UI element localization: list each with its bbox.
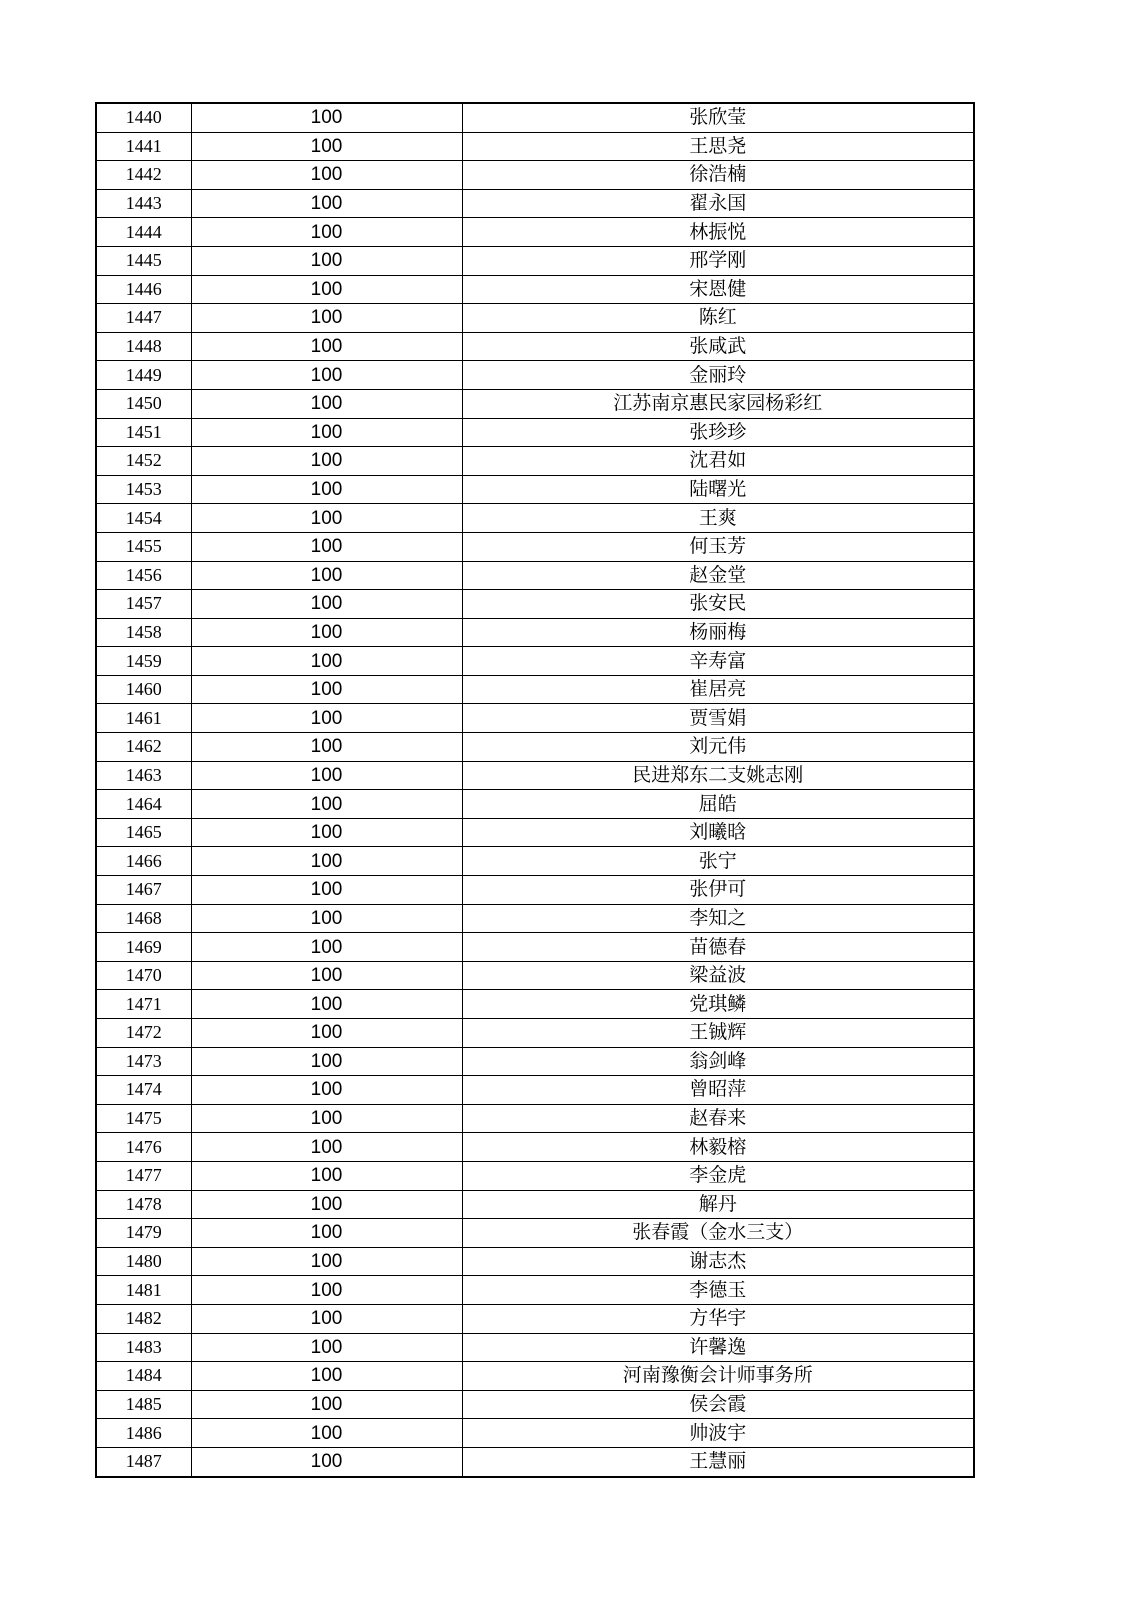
donor-name-cell: 刘曦晗 xyxy=(462,818,974,847)
table-row xyxy=(96,504,974,533)
amount-cell: 100 xyxy=(191,675,462,704)
row-number-cell: 1481 xyxy=(96,1276,191,1305)
row-number-cell: 1460 xyxy=(96,675,191,704)
donor-name-cell: 翟永国 xyxy=(462,189,974,218)
donor-name-cell: 党琪鳞 xyxy=(462,990,974,1019)
donor-name-cell: 邢学刚 xyxy=(462,246,974,275)
row-number-cell: 1466 xyxy=(96,847,191,876)
donor-name-cell: 张春霞（金水三支） xyxy=(462,1219,974,1248)
amount-cell: 100 xyxy=(191,761,462,790)
table-row xyxy=(96,389,974,418)
table-row xyxy=(96,332,974,361)
table-row xyxy=(96,904,974,933)
row-number-cell: 1443 xyxy=(96,189,191,218)
table-row xyxy=(96,847,974,876)
donor-name-cell: 崔居亮 xyxy=(462,675,974,704)
row-number-cell: 1457 xyxy=(96,590,191,619)
amount-cell: 100 xyxy=(191,1447,462,1476)
row-number-cell: 1448 xyxy=(96,332,191,361)
amount-cell: 100 xyxy=(191,532,462,561)
amount-cell: 100 xyxy=(191,1419,462,1448)
row-number-cell: 1480 xyxy=(96,1247,191,1276)
row-number-cell: 1477 xyxy=(96,1161,191,1190)
table-row xyxy=(96,1190,974,1219)
row-number-cell: 1445 xyxy=(96,246,191,275)
table-row xyxy=(96,161,974,190)
row-number-cell: 1442 xyxy=(96,161,191,190)
donor-name-cell: 梁益波 xyxy=(462,961,974,990)
donor-name-cell: 张珍珍 xyxy=(462,418,974,447)
row-number-cell: 1475 xyxy=(96,1104,191,1133)
amount-cell: 100 xyxy=(191,647,462,676)
donor-name-cell: 王思尧 xyxy=(462,132,974,161)
row-number-cell: 1453 xyxy=(96,475,191,504)
donor-name-cell: 林毅榕 xyxy=(462,1133,974,1162)
donor-name-cell: 河南豫衡会计师事务所 xyxy=(462,1362,974,1391)
amount-cell: 100 xyxy=(191,733,462,762)
row-number-cell: 1444 xyxy=(96,218,191,247)
amount-cell: 100 xyxy=(191,704,462,733)
table-row xyxy=(96,1362,974,1391)
amount-cell: 100 xyxy=(191,1304,462,1333)
amount-cell: 100 xyxy=(191,1190,462,1219)
amount-cell: 100 xyxy=(191,876,462,905)
table-row xyxy=(96,103,974,132)
amount-cell: 100 xyxy=(191,818,462,847)
table-row xyxy=(96,1247,974,1276)
row-number-cell: 1470 xyxy=(96,961,191,990)
table-row xyxy=(96,933,974,962)
donor-name-cell: 李德玉 xyxy=(462,1276,974,1305)
donor-name-cell: 帅波宇 xyxy=(462,1419,974,1448)
amount-cell: 100 xyxy=(191,1104,462,1133)
table-row xyxy=(96,1133,974,1162)
table-row xyxy=(96,790,974,819)
row-number-cell: 1468 xyxy=(96,904,191,933)
row-number-cell: 1462 xyxy=(96,733,191,762)
table-row xyxy=(96,132,974,161)
donor-name-cell: 民进郑东二支姚志刚 xyxy=(462,761,974,790)
row-number-cell: 1465 xyxy=(96,818,191,847)
amount-cell: 100 xyxy=(191,1161,462,1190)
table-row xyxy=(96,475,974,504)
table-row xyxy=(96,990,974,1019)
amount-cell: 100 xyxy=(191,418,462,447)
row-number-cell: 1473 xyxy=(96,1047,191,1076)
amount-cell: 100 xyxy=(191,161,462,190)
amount-cell: 100 xyxy=(191,1133,462,1162)
table-row xyxy=(96,733,974,762)
donation-table xyxy=(95,102,975,1478)
amount-cell: 100 xyxy=(191,103,462,132)
table-row xyxy=(96,1419,974,1448)
donor-name-cell: 翁剑峰 xyxy=(462,1047,974,1076)
row-number-cell: 1474 xyxy=(96,1076,191,1105)
donor-name-cell: 王爽 xyxy=(462,504,974,533)
donor-name-cell: 林振悦 xyxy=(462,218,974,247)
amount-cell: 100 xyxy=(191,504,462,533)
table-row xyxy=(96,961,974,990)
amount-cell: 100 xyxy=(191,1390,462,1419)
donor-name-cell: 李知之 xyxy=(462,904,974,933)
table-row xyxy=(96,1047,974,1076)
row-number-cell: 1484 xyxy=(96,1362,191,1391)
row-number-cell: 1455 xyxy=(96,532,191,561)
donor-name-cell: 解丹 xyxy=(462,1190,974,1219)
donor-name-cell: 赵春来 xyxy=(462,1104,974,1133)
row-number-cell: 1467 xyxy=(96,876,191,905)
donor-name-cell: 李金虎 xyxy=(462,1161,974,1190)
amount-cell: 100 xyxy=(191,1247,462,1276)
donor-name-cell: 谢志杰 xyxy=(462,1247,974,1276)
row-number-cell: 1447 xyxy=(96,304,191,333)
amount-cell: 100 xyxy=(191,1219,462,1248)
row-number-cell: 1485 xyxy=(96,1390,191,1419)
amount-cell: 100 xyxy=(191,961,462,990)
amount-cell: 100 xyxy=(191,132,462,161)
table-row xyxy=(96,218,974,247)
table-row xyxy=(96,418,974,447)
amount-cell: 100 xyxy=(191,1076,462,1105)
table-row xyxy=(96,246,974,275)
table-body xyxy=(96,103,974,1477)
amount-cell: 100 xyxy=(191,790,462,819)
amount-cell: 100 xyxy=(191,1362,462,1391)
amount-cell: 100 xyxy=(191,618,462,647)
donor-name-cell: 何玉芳 xyxy=(462,532,974,561)
donor-name-cell: 王慧丽 xyxy=(462,1447,974,1476)
amount-cell: 100 xyxy=(191,1276,462,1305)
donor-name-cell: 侯会霞 xyxy=(462,1390,974,1419)
table-row xyxy=(96,818,974,847)
amount-cell: 100 xyxy=(191,447,462,476)
row-number-cell: 1483 xyxy=(96,1333,191,1362)
table-row xyxy=(96,761,974,790)
row-number-cell: 1446 xyxy=(96,275,191,304)
amount-cell: 100 xyxy=(191,847,462,876)
row-number-cell: 1452 xyxy=(96,447,191,476)
donor-name-cell: 江苏南京惠民家园杨彩红 xyxy=(462,389,974,418)
row-number-cell: 1461 xyxy=(96,704,191,733)
amount-cell: 100 xyxy=(191,561,462,590)
donor-name-cell: 徐浩楠 xyxy=(462,161,974,190)
table-row xyxy=(96,189,974,218)
amount-cell: 100 xyxy=(191,933,462,962)
donor-name-cell: 张咸武 xyxy=(462,332,974,361)
amount-cell: 100 xyxy=(191,218,462,247)
donor-name-cell: 张安民 xyxy=(462,590,974,619)
row-number-cell: 1487 xyxy=(96,1447,191,1476)
donor-name-cell: 苗德春 xyxy=(462,933,974,962)
row-number-cell: 1454 xyxy=(96,504,191,533)
table-row xyxy=(96,876,974,905)
amount-cell: 100 xyxy=(191,332,462,361)
donor-name-cell: 张欣莹 xyxy=(462,103,974,132)
donor-name-cell: 陆曙光 xyxy=(462,475,974,504)
row-number-cell: 1463 xyxy=(96,761,191,790)
amount-cell: 100 xyxy=(191,304,462,333)
table-row xyxy=(96,1447,974,1476)
donor-name-cell: 陈红 xyxy=(462,304,974,333)
amount-cell: 100 xyxy=(191,475,462,504)
row-number-cell: 1469 xyxy=(96,933,191,962)
table-row xyxy=(96,275,974,304)
donor-name-cell: 屈皓 xyxy=(462,790,974,819)
row-number-cell: 1459 xyxy=(96,647,191,676)
amount-cell: 100 xyxy=(191,590,462,619)
row-number-cell: 1471 xyxy=(96,990,191,1019)
donor-name-cell: 许馨逸 xyxy=(462,1333,974,1362)
donor-name-cell: 方华宇 xyxy=(462,1304,974,1333)
row-number-cell: 1478 xyxy=(96,1190,191,1219)
row-number-cell: 1458 xyxy=(96,618,191,647)
table-row xyxy=(96,1276,974,1305)
table-row xyxy=(96,1161,974,1190)
table-row xyxy=(96,1019,974,1048)
table-row xyxy=(96,590,974,619)
amount-cell: 100 xyxy=(191,904,462,933)
table-row xyxy=(96,1304,974,1333)
amount-cell: 100 xyxy=(191,1019,462,1048)
amount-cell: 100 xyxy=(191,1047,462,1076)
table-row xyxy=(96,304,974,333)
donor-name-cell: 杨丽梅 xyxy=(462,618,974,647)
table-row xyxy=(96,675,974,704)
donor-name-cell: 张伊可 xyxy=(462,876,974,905)
donor-name-cell: 沈君如 xyxy=(462,447,974,476)
row-number-cell: 1486 xyxy=(96,1419,191,1448)
row-number-cell: 1479 xyxy=(96,1219,191,1248)
row-number-cell: 1464 xyxy=(96,790,191,819)
row-number-cell: 1449 xyxy=(96,361,191,390)
row-number-cell: 1476 xyxy=(96,1133,191,1162)
row-number-cell: 1441 xyxy=(96,132,191,161)
amount-cell: 100 xyxy=(191,275,462,304)
amount-cell: 100 xyxy=(191,246,462,275)
row-number-cell: 1472 xyxy=(96,1019,191,1048)
donor-name-cell: 张宁 xyxy=(462,847,974,876)
donor-name-cell: 辛寿富 xyxy=(462,647,974,676)
donor-name-cell: 刘元伟 xyxy=(462,733,974,762)
row-number-cell: 1482 xyxy=(96,1304,191,1333)
table-row xyxy=(96,1076,974,1105)
table-row xyxy=(96,1390,974,1419)
table-row xyxy=(96,447,974,476)
amount-cell: 100 xyxy=(191,990,462,1019)
amount-cell: 100 xyxy=(191,189,462,218)
donor-name-cell: 王铖辉 xyxy=(462,1019,974,1048)
donor-name-cell: 贾雪娟 xyxy=(462,704,974,733)
amount-cell: 100 xyxy=(191,1333,462,1362)
table-row xyxy=(96,647,974,676)
donor-name-cell: 曾昭萍 xyxy=(462,1076,974,1105)
table-row xyxy=(96,618,974,647)
row-number-cell: 1450 xyxy=(96,389,191,418)
row-number-cell: 1451 xyxy=(96,418,191,447)
donor-name-cell: 赵金堂 xyxy=(462,561,974,590)
table-row xyxy=(96,1104,974,1133)
row-number-cell: 1456 xyxy=(96,561,191,590)
donor-name-cell: 金丽玲 xyxy=(462,361,974,390)
row-number-cell: 1440 xyxy=(96,103,191,132)
table-row xyxy=(96,532,974,561)
table-row xyxy=(96,561,974,590)
table-row xyxy=(96,704,974,733)
donor-name-cell: 宋恩健 xyxy=(462,275,974,304)
amount-cell: 100 xyxy=(191,361,462,390)
table-row xyxy=(96,1333,974,1362)
table-row xyxy=(96,1219,974,1248)
table-row xyxy=(96,361,974,390)
amount-cell: 100 xyxy=(191,389,462,418)
